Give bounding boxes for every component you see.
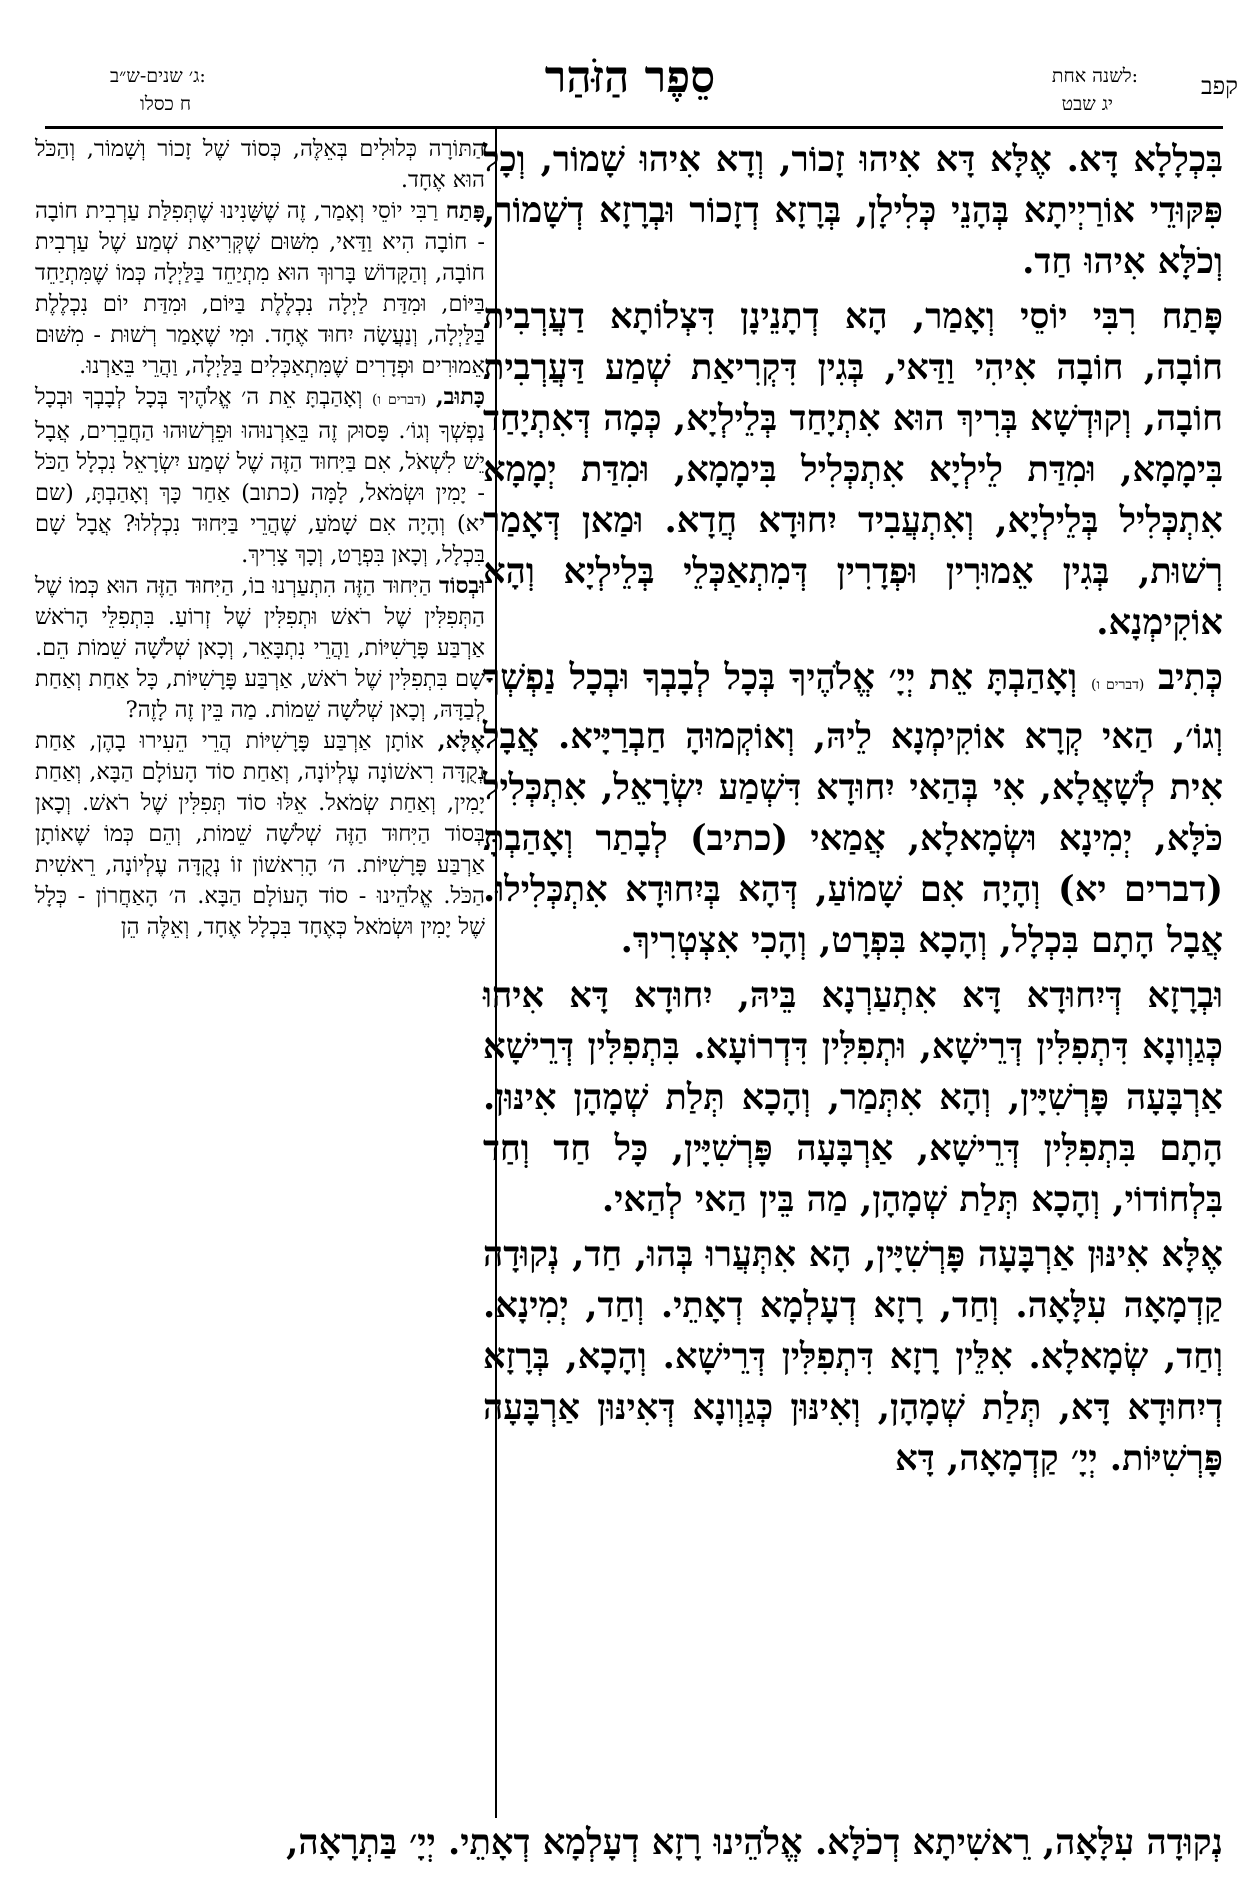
page-number: קפב [1201, 72, 1238, 100]
main-lead-word: וּבְרָזָא [1147, 975, 1223, 1016]
side-lead-word: וּבְסוֹד [439, 573, 485, 599]
side-lead-word: אֶלָּא, [437, 728, 485, 754]
side-paragraph-5: אֶלָּא, אוֹתָן אַרְבַּע פָּרָשִׁיּוֹת הֲרֵי הֵעִירוּ בָהֶן, אַחַת נְקֻדָּה רִאשׁוֹנָה עֶלְיוֹנָה, וְאַחַת סוֹד הָעוֹלָם הַבָּא, וְאַחַת יָמִין, וְאַחַת שְׂמֹאל. אֵלּוּ סוֹד תְּפִלִּין שֶׁל רֹאשׁ. וְכָאן בְּסוֹד הַיִּחוּד הַזֶּה שְׁלֹשָׁה שֵׁמוֹת, וְהֵם כְּמוֹ שֶׁאוֹתָן אַרְבַּע פָּרָשִׁיּוֹת. ה׳ הָרִאשׁוֹן זוֹ נְקֻדָּה עֶלְיוֹנָה, רֵאשִׁית הַכֹּל. אֱלֹהֵינוּ - סוֹד הָעוֹלָם הַבָּא. ה׳ הָאַחֲרוֹן - כְּלָל שֶׁל יָמִין וּשְׂמֹאל כְּאֶחָד בִּכְלָל אֶחָד, וְאֵלֶּה הֵן [35, 728, 485, 940]
main-lead-word: אֶלָּא [1161, 1234, 1223, 1275]
header-left-top: ג׳ שנים-ש״ב: [110, 65, 206, 87]
main-paragraph-2: פָּתַח רִבִּי יוֹסֵי וְאָמַר, הָא דְתָנֵינָן דִּצְלוֹתָא דַעֲרְבִית חוֹבָה, חוֹבָה אִיהִי וַדַּאי, בְּגִין דִּקְרִיאַת שְׁמַע דַּעֲרְבִית חוֹבָה, וְקוּדְשָׁא בְּרִיךְ הוּא אִתְיָחַד בְּלֵילְיָא, כְּמָה דְּאִתְיָחַד בִּימָמָא, וּמִדַּת לֵילְיָא אִתְכְּלִיל בִּימָמָא, וּמִדַּת יְמָמָא אִתְכְּלִיל בְּלֵילְיָא, וְאִתְעֲבִיד יִחוּדָא חֲדָא. וּמַאן דְּאָמַר רְשׁוּת, בְּגִין אֵמוּרִין וּפְדָרִין דְּמִתְאַכְּלֵי בְּלֵילְיָא וְהָא אוֹקִימְנָא. [483, 296, 1223, 643]
book-title: סֵפֶר הַזֹּהַר [544, 52, 716, 103]
header-right-top: לשנה אחת: [1051, 65, 1138, 87]
header [0, 0, 1253, 115]
source-reference: (דברים ו) [1090, 677, 1145, 693]
header-left-bottom: ח כסלו [140, 93, 192, 115]
main-paragraph-4: וּבְרָזָא דְּיִחוּדָא דָּא אִתְעַרְנָא בֵּיהּ, יִחוּדָא דָּא אִיהוּ כְּגַוְונָא דִּתְפִלִּין דְּרֵישָׁא, וּתְפִלִּין דִּדְרוֹעָא. בִּתְפִלִּין דְּרֵישָׁא אַרְבָּעָה פָּרְשִׁיָּין, וְהָא אִתְּמַר, וְהָכָא תְּלַת שְׁמָהָן אִינּוּן. הָתָם בִּתְפִלִּין דְּרֵישָׁא, אַרְבָּעָה פָּרְשִׁיָּין, כָּל חַד וְחַד בִּלְחוֹדוֹי, וְהָכָא תְּלַת שְׁמָהָן, מַה בֵּין הַאי לְהַאי. [483, 975, 1223, 1220]
main-lead-word: כְּתִיב [1158, 657, 1223, 698]
side-paragraph-2: פָּתַח רַבִּי יוֹסֵי וְאָמַר, זֶה שֶׁשָּׁנִינוּ שֶׁתְּפִלַּת עַרְבִית חוֹבָה - חוֹבָה הִיא וַדַּאי, מִשּׁוּם שֶׁקְּרִיאַת שְׁמַע שֶׁל עַרְבִית חוֹבָה, וְהַקָּדוֹשׁ בָּרוּךְ הוּא מִתְיַחֵד בַּלַּיְלָה כְּמוֹ שֶׁמִּתְיַחֵד בַּיּוֹם, וּמִדַּת לַיְלָה נִכְלֶלֶת בַּיּוֹם, וּמִדַּת יוֹם נִכְלֶלֶת בַּלַּיְלָה, וְנַעֲשָׂה יִחוּד אֶחָד. וּמִי שֶׁאָמַר רְשׁוּת - מִשּׁוּם אֵמוּרִים וּפְדָרִים שֶׁמִּתְאַכְּלִים בַּלַּיְלָה, וַהֲרֵי בֵּאַרְנוּ. [35, 198, 485, 379]
main-column [483, 134, 1223, 1488]
side-lead-word: פָּתַח [445, 198, 485, 224]
main-paragraph-1: בִּכְלָלָא דָּא. אֶלָּא דָּא אִיהוּ זָכוֹר, וְדָא אִיהוּ שָׁמוֹר, וְכָל פִּקּוּדֵי אוֹרַיְיתָא בְּהָנֵי כְּלִילָן, בְּרָזָא דְזָכוֹר וּבְרָזָא דְשָׁמוֹר, וְכֹלָּא אִיהוּ חַד. [483, 139, 1223, 282]
translation-column [35, 134, 485, 943]
main-lead-word: פָּתַח [1161, 296, 1223, 337]
main-paragraph-3: כְּתִיב (דברים ו) וְאָהַבְתָּ אֵת יְיָ׳ אֱלֹהֶיךָ בְּכָל לְבָבְךָ וּבְכָל נַפְשְׁךָ וְגוֹ׳, הַאי קְרָא אוֹקִימְנָא לֵיהּ, וְאוֹקְמוּהָ חַבְרַיָּיא. אֲבָל אִית לְשָׁאֲלָא, אִי בְּהַאי יִחוּדָא דִּשְׁמַע יִשְׂרָאֵל, אִתְכְּלִיל כֹּלָּא, יְמִינָא וּשְׂמָאלָא, אֲמַאי (כתיב) לְבָתַר וְאָהַבְתָּ (דברים יא) וְהָיָה אִם שָׁמוֹעַ, דְּהָא בְּיִחוּדָא אִתְכְּלִילוּ. אֲבָל הָתָם בִּכְלָל, וְהָכָא בִּפְרָט, וְהָכִי אִצְטְרִיךְ. [483, 657, 1223, 961]
side-paragraph-4: וּבְסוֹד הַיִּחוּד הַזֶּה הִתְעַרְנוּ בוֹ, הַיִּחוּד הַזֶּה הוּא כְּמוֹ שֶׁל הַתְּפִלִּין שֶׁל רֹאשׁ וּתְפִלִּין שֶׁל זְרוֹעַ. בִּתְפִלֵּי הָרֹאשׁ אַרְבַּע פָּרָשִׁיּוֹת, וַהֲרֵי נִתְבָּאֵר, וְכָאן שְׁלֹשָׁה שֵׁמוֹת הֵם. שָׁם בִּתְפִלִּין שֶׁל רֹאשׁ, אַרְבַּע פָּרָשִׁיּוֹת, כָּל אַחַת וְאַחַת לְבַדָּהּ, וְכָאן שְׁלֹשָׁה שֵׁמוֹת. מַה בֵּין זֶה לָזֶה? [35, 573, 485, 723]
side-paragraph-1: הַתּוֹרָה כְּלוּלִים בְּאֵלֶּה, כְּסוֹד שֶׁל זָכוֹר וְשָׁמוֹר, וְהַכֹּל הוּא אֶחָד. [35, 136, 485, 193]
main-paragraph-5: אֶלָּא אִינּוּן אַרְבָּעָה פָּרְשִׁיָּין, הָא אִתְּעֲרוּ בְּהוּ, חַד, נְקוּדָה קַדְמָאָה עִלָּאָה. וְחַד, רָזָא דְעָלְמָא דְאָתֵי. וְחַד, יְמִינָא. וְחַד, שְׂמָאלָא. אִלֵּין רָזָא דִּתְפִלִּין דְּרֵישָׁא. וְהָכָא, בְּרָזָא דְיִחוּדָא דָּא, תְּלַת שְׁמָהָן, וְאִינּוּן כְּגַוְונָא דְּאִינּוּן אַרְבָּעָה פָּרְשִׁיּוֹת. יְיָ׳ קַדְמָאָה, דָּא [483, 1234, 1223, 1479]
header-right-bottom: יג שבט [1061, 93, 1113, 115]
side-paragraph-3: כָּתוּב, (דברים ו) וְאָהַבְתָּ אֵת ה׳ אֱלֹהֶיךָ בְּכָל לְבָבְךָ וּבְכָל נַפְשְׁךָ וְגוֹ׳. פָּסוּק זֶה בֵּאַרְנוּהוּ וּפֵרְשׁוּהוּ הַחֲבֵרִים, אֲבָל יֵשׁ לִשְׁאֹל, אִם בַּיִּחוּד הַזֶּה שֶׁל שְׁמַע יִשְׂרָאֵל נִכְלָל הַכֹּל - יָמִין וּשְׂמֹאל, לָמָּה (כתוב) אַחַר כָּךְ וְאָהַבְתָּ, (שם יא) וְהָיָה אִם שָׁמֹעַ, שֶׁהֲרֵי בַּיִּחוּד נִכְלְלוּ? אֲבָל שָׁם בִּכְלָל, וְכָאן בִּפְרָט, וְכָךְ צָרִיךְ. [35, 384, 485, 568]
footer-line: נְקוּדָה עִלָּאָה, רֵאשִׁיתָא דְכֹלָּא. אֱלֹהֵינוּ רָזָא דְעָלְמָא דְאָתֵי. יְיָ׳ בַּתְרָאָה, [286, 1822, 1223, 1863]
header-rule [45, 126, 1223, 129]
side-lead-word: כָּתוּב, [435, 384, 485, 410]
source-reference: (דברים ו) [372, 392, 427, 408]
